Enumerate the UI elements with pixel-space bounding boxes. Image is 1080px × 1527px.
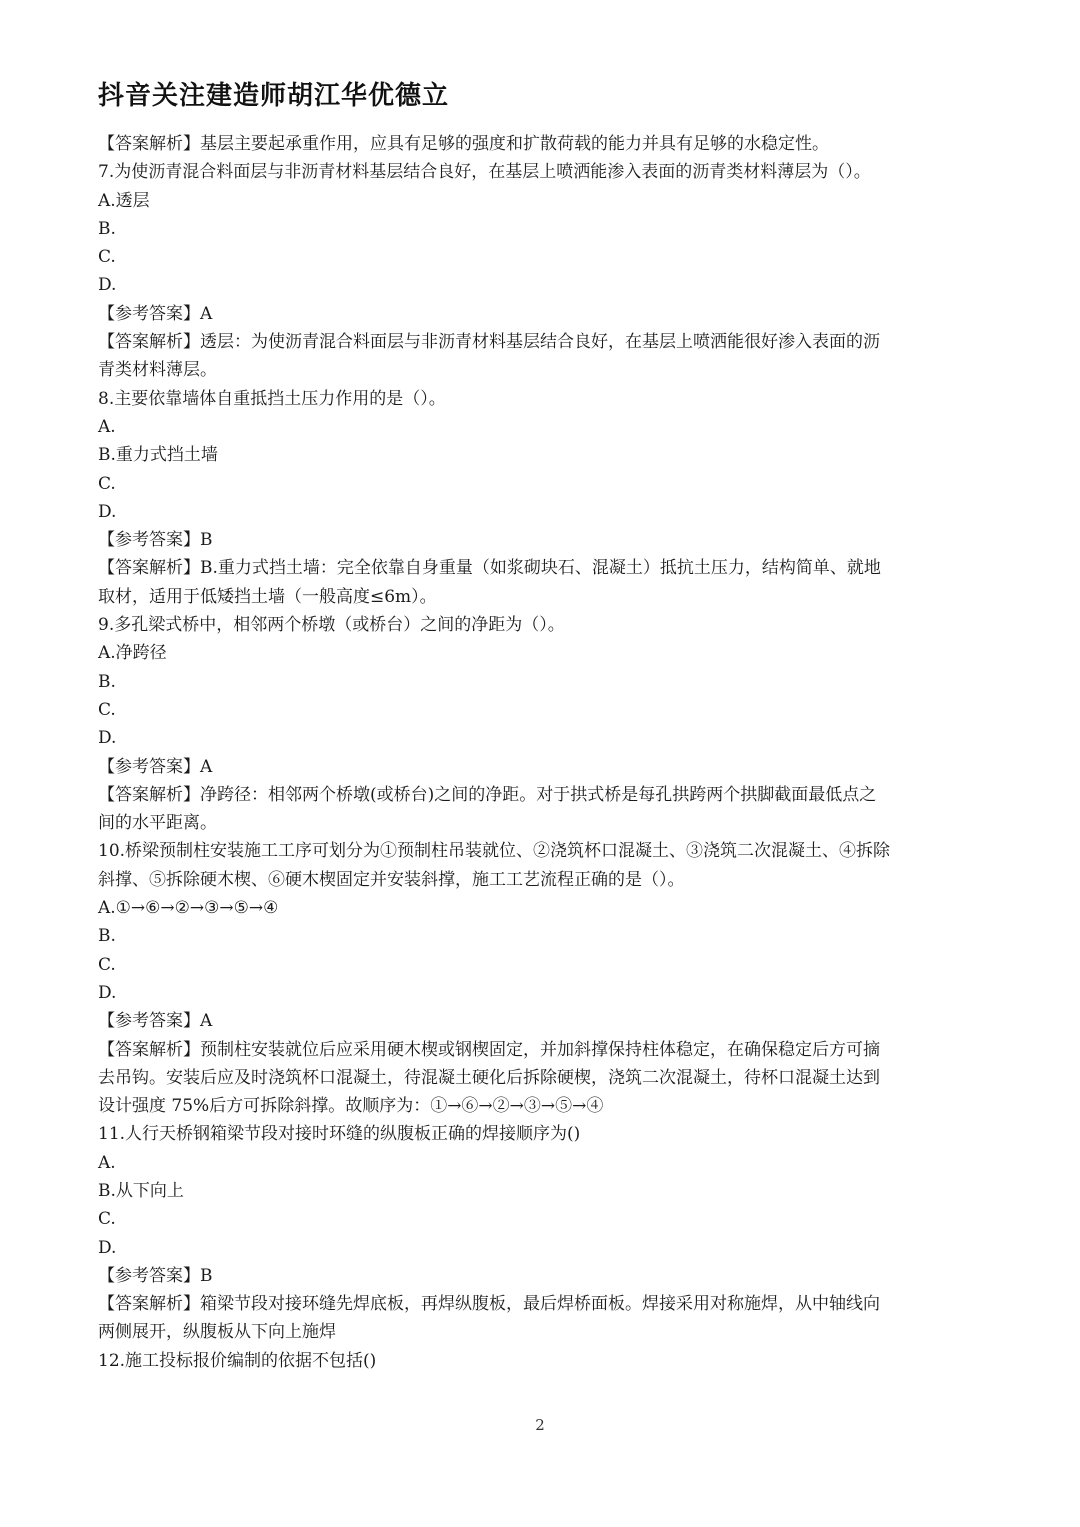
page-header-title: 抖音关注建造师胡江华优德立: [98, 81, 450, 111]
text-line: 斜撑、⑤拆除硬木楔、⑥硬木楔固定并安装斜撑，施工工艺流程正确的是（）。: [98, 869, 685, 890]
text-line: B.: [98, 671, 116, 692]
text-line: D.: [98, 501, 117, 522]
text-line: 两侧展开，纵腹板从下向上施焊: [98, 1322, 336, 1343]
text-line: B.从下向上: [98, 1180, 184, 1201]
text-line: D.: [98, 982, 117, 1003]
page-number: 2: [535, 1416, 545, 1434]
text-line: D.: [98, 1237, 117, 1258]
text-line: A.①→⑥→②→③→⑤→④: [98, 898, 279, 919]
text-line: C.: [98, 699, 116, 720]
text-line: 取材，适用于低矮挡土墙（一般高度≤6m）。: [98, 586, 437, 607]
text-line: 去吊钩。安装后应及时浇筑杯口混凝土，待混凝土硬化后拆除硬楔，浇筑二次混凝土，待杯口混凝土达到: [98, 1067, 880, 1088]
text-line: A.透层: [98, 190, 150, 211]
text-line: 【参考答案】A: [98, 756, 213, 777]
text-line: 9.多孔梁式桥中，相邻两个桥墩（或桥台）之间的净距为（）。: [98, 615, 565, 636]
document-body: [98, 130, 988, 1375]
text-line: 【答案解析】净跨径：相邻两个桥墩(或桥台)之间的净距。对于拱式桥是每孔拱跨两个拱脚截面最低点之: [98, 784, 877, 805]
text-line: 【答案解析】箱梁节段对接环缝先焊底板，再焊纵腹板，最后焊桥面板。焊接采用对称施焊，从中轴线向: [98, 1294, 880, 1315]
text-line: 【参考答案】B: [98, 1265, 213, 1286]
text-line: B.重力式挡土墙: [98, 445, 218, 466]
text-line: D.: [98, 728, 117, 749]
text-line: 【答案解析】透层：为使沥青混合料面层与非沥青材料基层结合良好，在基层上喷洒能很好渗入表面的沥: [98, 332, 880, 353]
text-line: 【参考答案】A: [98, 1011, 213, 1032]
text-line: A.: [98, 416, 116, 437]
text-line: B.: [98, 218, 116, 239]
text-line: 8.主要依靠墙体自重抵挡土压力作用的是（）。: [98, 388, 446, 409]
text-line: 【参考答案】A: [98, 303, 213, 324]
text-line: C.: [98, 954, 116, 975]
text-line: 11.人行天桥钢箱梁节段对接时环缝的纵腹板正确的焊接顺序为(): [98, 1124, 581, 1145]
text-line: 设计强度 75%后方可拆除斜撑。故顺序为：①→⑥→②→③→⑤→④: [98, 1096, 604, 1117]
text-line: 间的水平距离。: [98, 813, 217, 834]
text-line: A.净跨径: [98, 643, 167, 664]
text-line: A.: [98, 1152, 116, 1173]
text-line: C.: [98, 247, 116, 268]
text-line: C.: [98, 1209, 116, 1230]
text-line: D.: [98, 275, 117, 296]
text-line: 青类材料薄层。: [98, 360, 217, 381]
text-line: 【答案解析】B.重力式挡土墙：完全依靠自身重量（如浆砌块石、混凝土）抵抗土压力，结构简单、就地: [98, 558, 881, 579]
text-line: 【参考答案】B: [98, 530, 213, 551]
text-line: C.: [98, 473, 116, 494]
text-line: 【答案解析】预制柱安装就位后应采用硬木楔或钢楔固定，并加斜撑保持柱体稳定，在确保稳定后方可摘: [98, 1039, 880, 1060]
text-line: 10.桥梁预制柱安装施工工序可划分为①预制柱吊装就位、②浇筑杯口混凝土、③浇筑二次混凝土、④拆除: [98, 841, 891, 862]
text-line: 7.为使沥青混合料面层与非沥青材料基层结合良好，在基层上喷洒能渗入表面的沥青类材料薄层为（）。: [98, 162, 871, 183]
text-line: 12.施工投标报价编制的依据不包括(): [98, 1350, 377, 1371]
text-line: B.: [98, 926, 116, 947]
text-line: 【答案解析】基层主要起承重作用，应具有足够的强度和扩散荷载的能力并具有足够的水稳定性。: [98, 134, 829, 154]
